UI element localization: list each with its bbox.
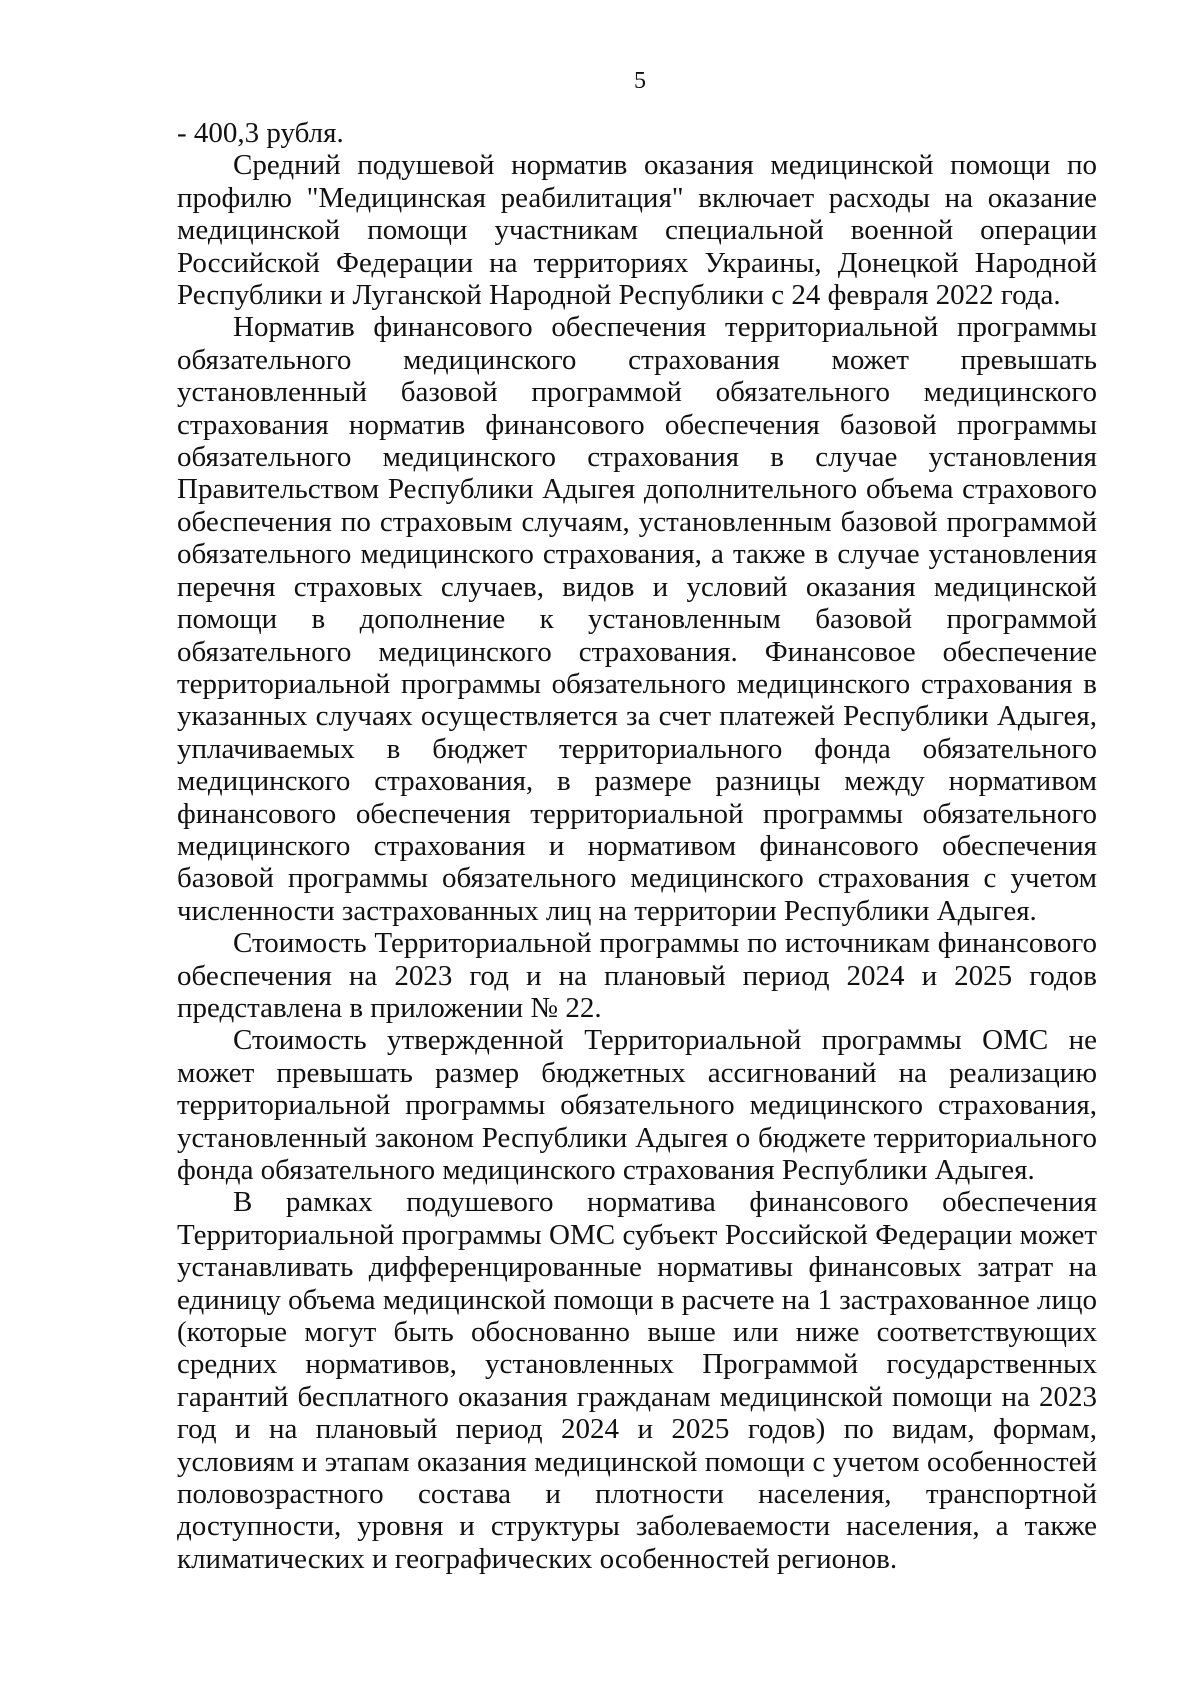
paragraph-6: В рамках подушевого норматива финансового обеспечения Территориальной программы ОМС субъект Российской Федерации может устанавливать дифференцированные нормативы финансовых затрат на единицу объема медицинской помощи в расчете на 1 застрахованное лицо (которые могут быть обоснованно выше или ниже соответствующих средних нормативов, установленных Программой государственных гарантий бесплатного оказания гражданам медицинской помощи на 2023 год и на плановый период 2024 и 2025 годов) по видам, формам, условиям и этапам оказания медицинской помощи с учетом особенностей половозрастного состава и плотности населения, транспортной доступности, уровня и структуры заболеваемости населения, а также климатических и географических особенностей регионов. (177, 1186, 1097, 1575)
paragraph-2: Средний подушевой норматив оказания медицинской помощи по профилю "Медицинская реабилитация" включает расходы на оказание медицинской помощи участникам специальной военной операции Российской Федерации на территориях Украины, Донецкой Народной Республики и Луганской Народной Республики с 24 февраля 2022 года. (177, 149, 1097, 312)
paragraph-4: Стоимость Территориальной программы по источникам финансового обеспечения на 2023 год и на плановый период 2024 и 2025 годов представлена в приложении № 22. (177, 927, 1097, 1024)
page-number: 5 (634, 68, 646, 94)
paragraph-3: Норматив финансового обеспечения территориальной программы обязательного медицинского страхования может превышать установленный базовой программой обязательного медицинского страхования норматив финансового обеспечения базовой программы обязательного медицинского страхования в случае установления Правительством Республики Адыгея дополнительного объема страхового обеспечения по страховым случаям, установленным базовой программой обязательного медицинского страхования, а также в случае установления перечня страховых случаев, видов и условий оказания медицинской помощи в дополнение к установленным базовой программой обязательного медицинского страхования. Финансовое обеспечение территориальной программы обязательного медицинского страхования в указанных случаях осуществляется за счет платежей Республики Адыгея, уплачиваемых в бюджет территориального фонда обязательного медицинского страхования, в размере разницы между нормативом финансового обеспечения территориальной программы обязательного медицинского страхования и нормативом финансового обеспечения базовой программы обязательного медицинского страхования с учетом численности застрахованных лиц на территории Республики Адыгея. (177, 311, 1097, 927)
paragraph-5: Стоимость утвержденной Территориальной программы ОМС не может превышать размер бюджетных ассигнований на реализацию территориальной программы обязательного медицинского страхования, установленный законом Республики Адыгея о бюджете территориального фонда обязательного медицинского страхования Республики Адыгея. (177, 1024, 1097, 1186)
paragraph-1: - 400,3 рубля. (177, 117, 344, 149)
document-body (177, 117, 1097, 1575)
